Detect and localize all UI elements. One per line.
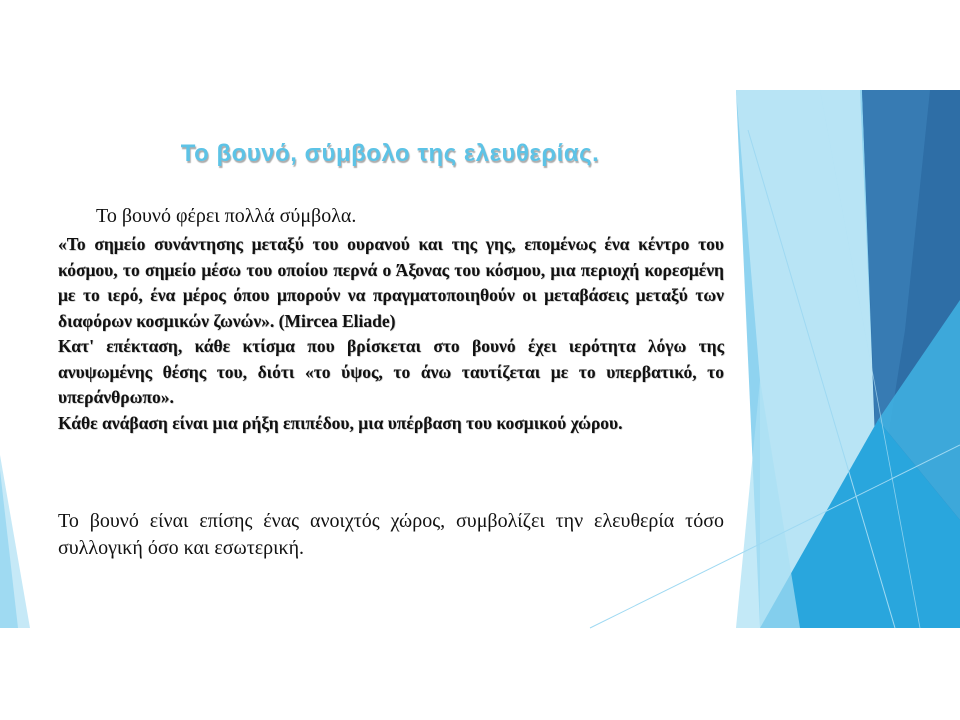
slide-title: Το βουνό, σύμβολο της ελευθερίας. xyxy=(180,140,600,167)
ascent-paragraph: Κάθε ανάβαση είναι μια ρήξη επιπέδου, μια υπέρβαση του κοσμικού χώρου. xyxy=(58,412,623,433)
closing-paragraph: Το βουνό είναι επίσης ένας ανοιχτός χώρος, συμβολίζει την ελευθερία τόσο συλλογική όσο και εσωτερική. xyxy=(58,510,724,559)
intro-paragraph: Το βουνό φέρει πολλά σύμβολα. xyxy=(96,205,357,227)
extension-paragraph: Κατ' επέκταση, κάθε κτίσμα που βρίσκεται στο βουνό έχει ιερότητα λόγω της ανυψωμένης θέσης του, διότι «το ύψος, το άνω ταυτίζεται με το υπερβατικό, το υπεράνθρωπο». xyxy=(58,336,724,407)
bold-text-block xyxy=(58,232,724,436)
eliade-quote-paragraph: «Το σημείο συνάντησης μεταξύ του ουρανού και της γης, επομένως ένα κέντρο του κόσμου, το σημείο μέσω του οποίου περνά ο Άξονας του κόσμου, μια περιοχή κορεσμένη με το ιερό, ένα μέρος όπου μπορούν να πραγματοποιηθούν οι μεταβάσεις μεταξύ των διαφόρων κοσμικών ζωνών». (Mircea Eliade) xyxy=(58,234,724,331)
